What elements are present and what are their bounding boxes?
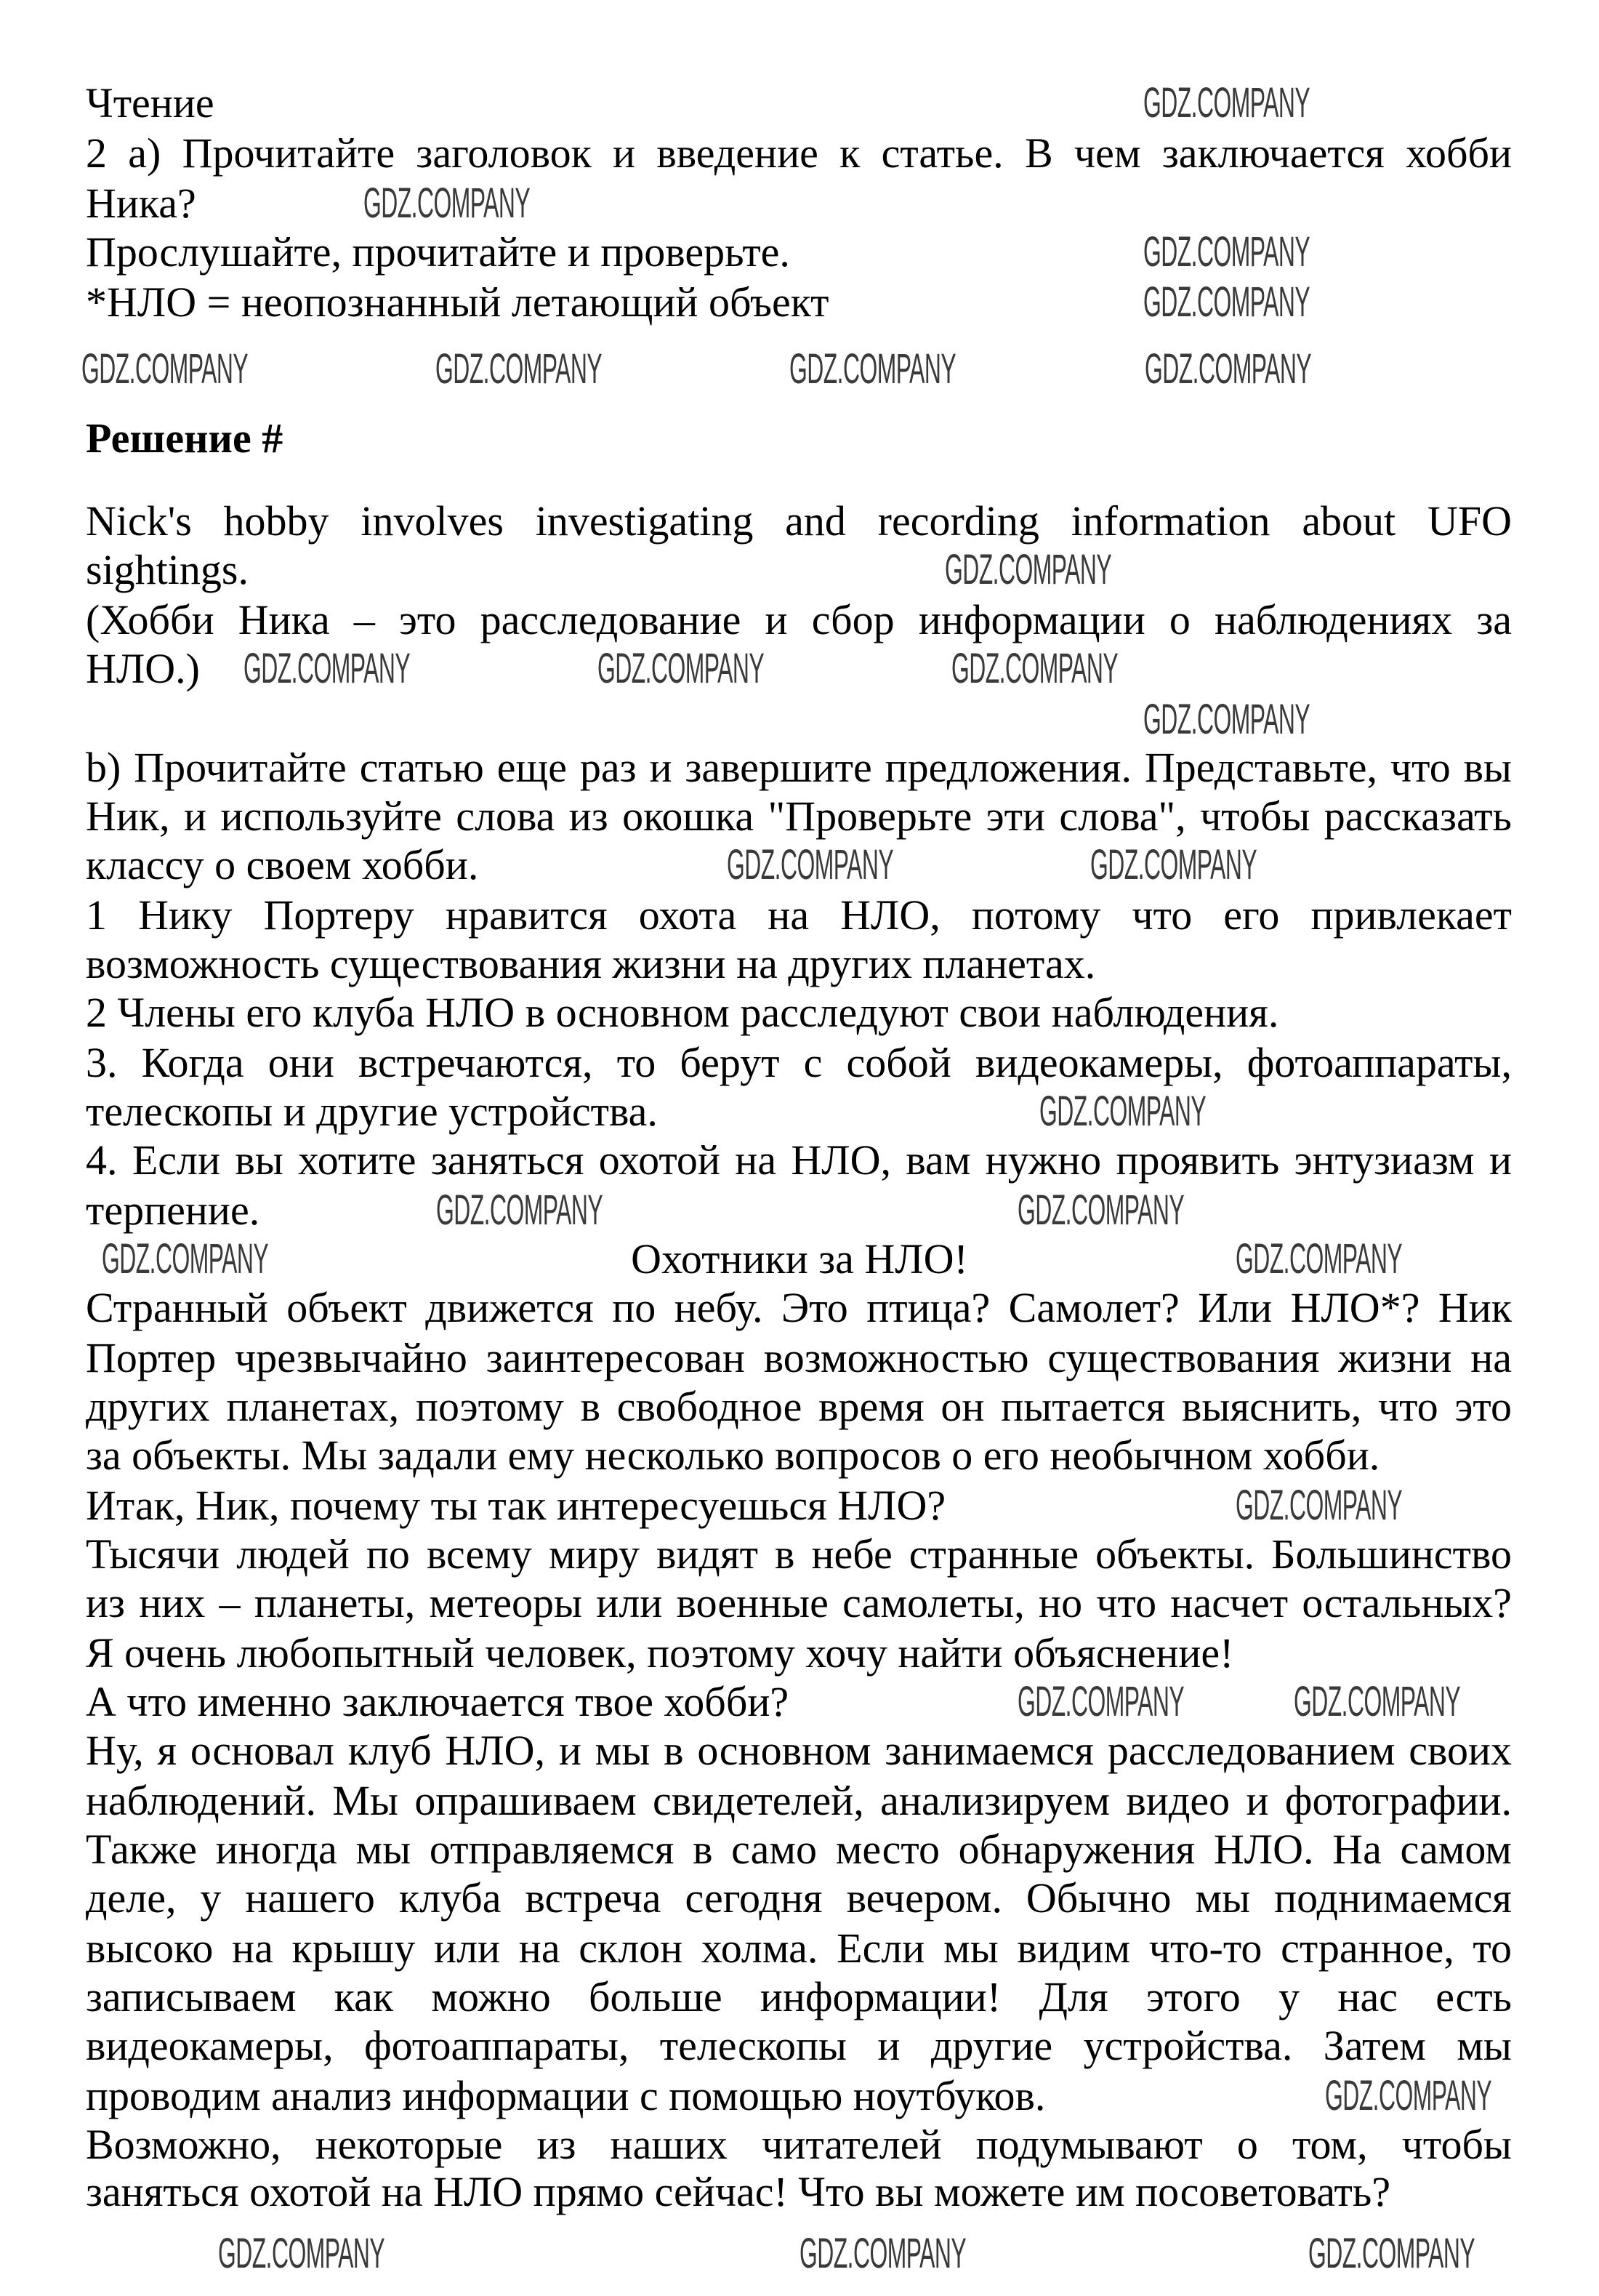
watermark: GDZ.COMPANY — [1090, 841, 1257, 888]
text-line: наблюдений. Мы опрашиваем свидетелей, анализируем видео и фотографии. — [86, 1777, 1512, 1824]
article-title: Охотники за НЛО! — [631, 1235, 968, 1283]
watermark: GDZ.COMPANY — [1325, 2072, 1492, 2119]
text-line: других планетах, поэтому в свободное время он пытается выяснить, что это — [86, 1383, 1512, 1430]
watermark: GDZ.COMPANY — [1018, 1678, 1185, 1725]
watermark: GDZ.COMPANY — [102, 1235, 269, 1283]
watermark: GDZ.COMPANY — [951, 645, 1119, 692]
watermark: GDZ.COMPANY — [436, 1187, 603, 1234]
watermark: GDZ.COMPANY — [363, 180, 531, 227]
text-line: Прослушайте, прочитайте и проверьте. — [86, 228, 790, 276]
text-line: заняться охотой на НЛО прямо сейчас! Что вы можете им посоветовать? — [86, 2168, 1391, 2215]
watermark: GDZ.COMPANY — [1294, 1678, 1461, 1725]
text-line: Ник, и используйте слова из окошка "Проверьте эти слова", чтобы рассказать — [86, 792, 1512, 840]
text-line: классу о своем хобби. — [86, 841, 479, 888]
watermark: GDZ.COMPANY — [81, 345, 249, 393]
watermark: GDZ.COMPANY — [1145, 345, 1312, 393]
text-line: Тысячи людей по всему миру видят в небе странные объекты. Большинство — [86, 1530, 1512, 1578]
watermark: GDZ.COMPANY — [789, 345, 956, 393]
watermark: GDZ.COMPANY — [727, 841, 894, 888]
watermark: GDZ.COMPANY — [945, 546, 1112, 593]
text-line: записываем как можно больше информации! Для этого у нас есть — [86, 1973, 1512, 2020]
text-line: 1 Нику Портеру нравится охота на НЛО, потому что его привлекает — [86, 891, 1512, 939]
solution-heading: Решение # — [86, 414, 283, 462]
text-line: Ну, я основал клуб НЛО, и мы в основном занимаемся расследованием своих — [86, 1727, 1512, 1774]
watermark: GDZ.COMPANY — [1143, 228, 1310, 276]
text-line: возможность существования жизни на других планетах. — [86, 940, 1096, 987]
text-line: b) Прочитайте статью еще раз и завершите предложения. Представьте, что вы — [86, 744, 1512, 791]
text-line: терпение. — [86, 1187, 260, 1234]
text-line: Возможно, некоторые из наших читателей подумывают о том, чтобы — [86, 2121, 1512, 2168]
text-line: из них – планеты, метеоры или военные самолеты, но что насчет остальных? — [86, 1579, 1512, 1626]
watermark: GDZ.COMPANY — [1143, 278, 1310, 326]
text-line: НЛО.) — [86, 645, 200, 692]
watermark: GDZ.COMPANY — [1236, 1235, 1403, 1283]
watermark: GDZ.COMPANY — [1143, 696, 1310, 743]
watermark: GDZ.COMPANY — [435, 345, 603, 393]
text-line: Ника? — [86, 180, 196, 227]
text-line: деле, у нашего клуба встреча сегодня вечером. Обычно мы поднимаемся — [86, 1874, 1512, 1922]
text-line: (Хобби Ника – это расследование и сбор информации о наблюдениях за — [86, 596, 1512, 643]
text-line: проводим анализ информации с помощью ноутбуков. — [86, 2072, 1046, 2119]
watermark: GDZ.COMPANY — [1039, 1088, 1207, 1135]
watermark: GDZ.COMPANY — [1236, 1482, 1403, 1529]
watermark: GDZ.COMPANY — [243, 645, 411, 692]
text-line: видеокамеры, фотоаппараты, телескопы и другие устройства. Затем мы — [86, 2022, 1512, 2069]
watermark: GDZ.COMPANY — [218, 2230, 385, 2277]
watermark: GDZ.COMPANY — [800, 2230, 967, 2277]
watermark: GDZ.COMPANY — [1143, 79, 1310, 127]
text-line: 2 Члены его клуба НЛО в основном расследуют свои наблюдения. — [86, 989, 1279, 1036]
text-line: Итак, Ник, почему ты так интересуешься НЛО? — [86, 1482, 946, 1529]
text-line: Nick's hobby involves investigating and recording information about UFO — [86, 497, 1512, 545]
text-line: высоко на крышу или на склон холма. Если мы видим что-то странное, то — [86, 1924, 1512, 1972]
text-line: 3. Когда они встречаются, то берут с собой видеокамеры, фотоаппараты, — [86, 1039, 1512, 1086]
text-line: телескопы и другие устройства. — [86, 1088, 658, 1135]
text-line: Я очень любопытный человек, поэтому хочу найти объяснение! — [86, 1629, 1234, 1677]
text-line: sightings. — [86, 546, 249, 593]
watermark: GDZ.COMPANY — [597, 645, 765, 692]
text-line: *НЛО = неопознанный летающий объект — [86, 278, 829, 326]
watermark: GDZ.COMPANY — [1308, 2230, 1475, 2277]
text-line: 4. Если вы хотите заняться охотой на НЛО, вам нужно проявить энтузиазм и — [86, 1136, 1512, 1184]
section-heading: Чтение — [86, 79, 214, 127]
text-line: 2 а) Прочитайте заголовок и введение к статье. В чем заключается хобби — [86, 129, 1512, 177]
text-line: за объекты. Мы задали ему несколько вопросов о его необычном хобби. — [86, 1432, 1380, 1479]
text-line: Странный объект движется по небу. Это птица? Самолет? Или НЛО*? Ник — [86, 1284, 1512, 1331]
text-line: А что именно заключается твое хобби? — [86, 1678, 789, 1725]
watermark: GDZ.COMPANY — [1018, 1187, 1185, 1234]
text-line: Портер чрезвычайно заинтересован возможностью существования жизни на — [86, 1334, 1512, 1381]
text-line: Также иногда мы отправляемся в само место обнаружения НЛО. На самом — [86, 1826, 1512, 1873]
